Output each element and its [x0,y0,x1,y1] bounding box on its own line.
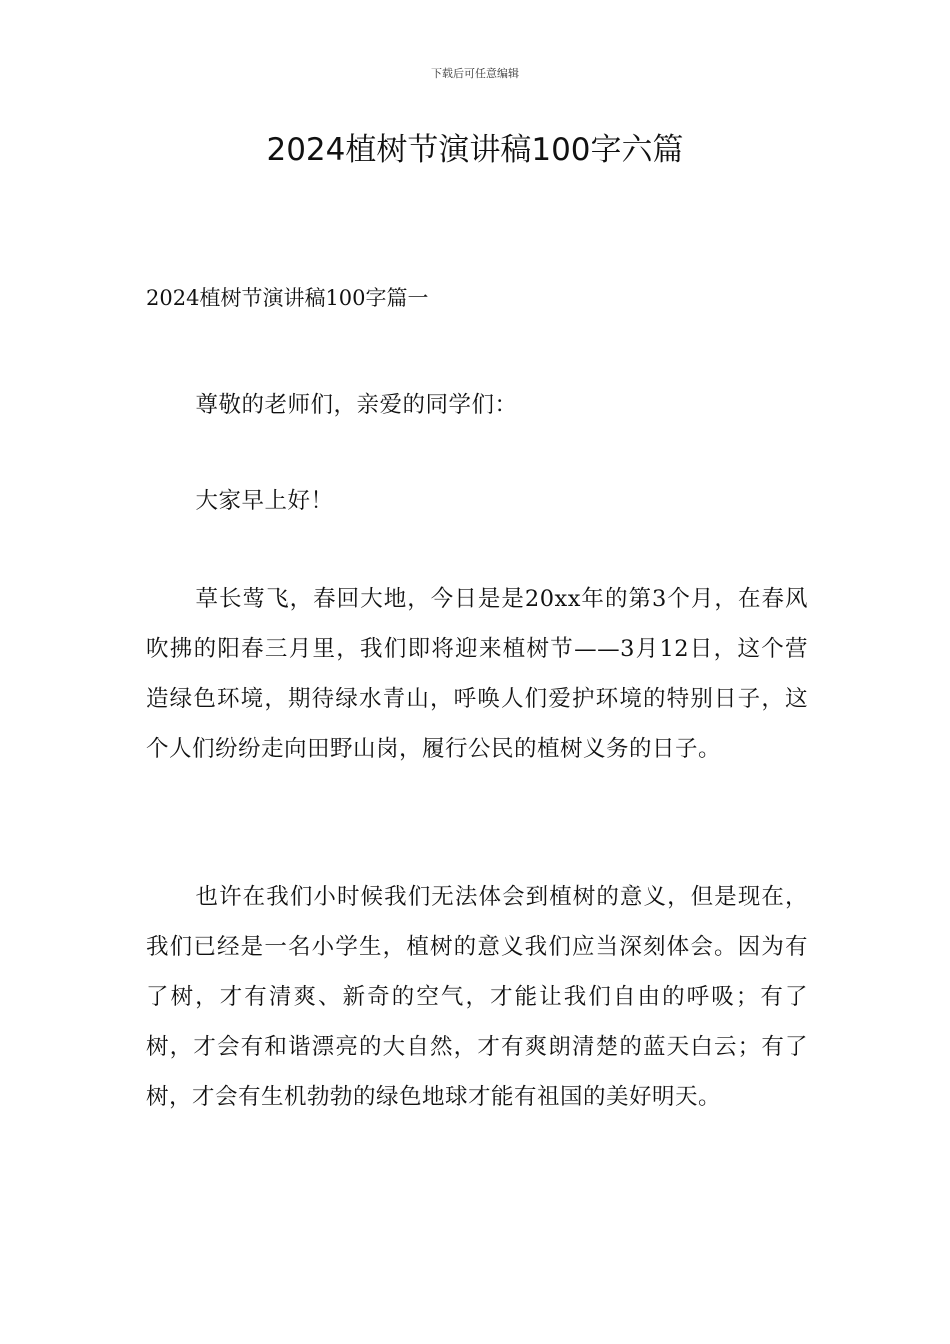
paragraph-tree-meaning: 也许在我们小时候我们无法体会到植树的意义，但是现在，我们已经是一名小学生，植树的意义我们应当深刻体会。因为有了树，才有清爽、新奇的空气，才能让我们自由的呼吸；有了树，才会有和谐漂亮的大自然，才有爽朗清楚的蓝天白云；有了树，才会有生机勃勃的绿色地球才能有祖国的美好明天。 [146,884,808,1110]
paragraph-arbor-day-intro: 草长莺飞，春回大地，今日是是20xx年的第3个月，在春风吹拂的阳春三月里，我们即将迎来植树节——3月12日，这个营造绿色环境，期待绿水青山，呼唤人们爱护环境的特别日子，这个人们纷纷走向田野山岗，履行公民的植树义务的日子。 [146,586,808,762]
document-title: 2024植树节演讲稿100字六篇 [266,132,684,168]
paragraph-good-morning: 大家早上好！ [195,488,334,514]
paragraph-greeting: 尊敬的老师们，亲爱的同学们： [195,392,518,418]
header-note: 下载后可任意编辑 [431,67,519,80]
section-heading: 2024植树节演讲稿100字篇一 [146,286,429,310]
